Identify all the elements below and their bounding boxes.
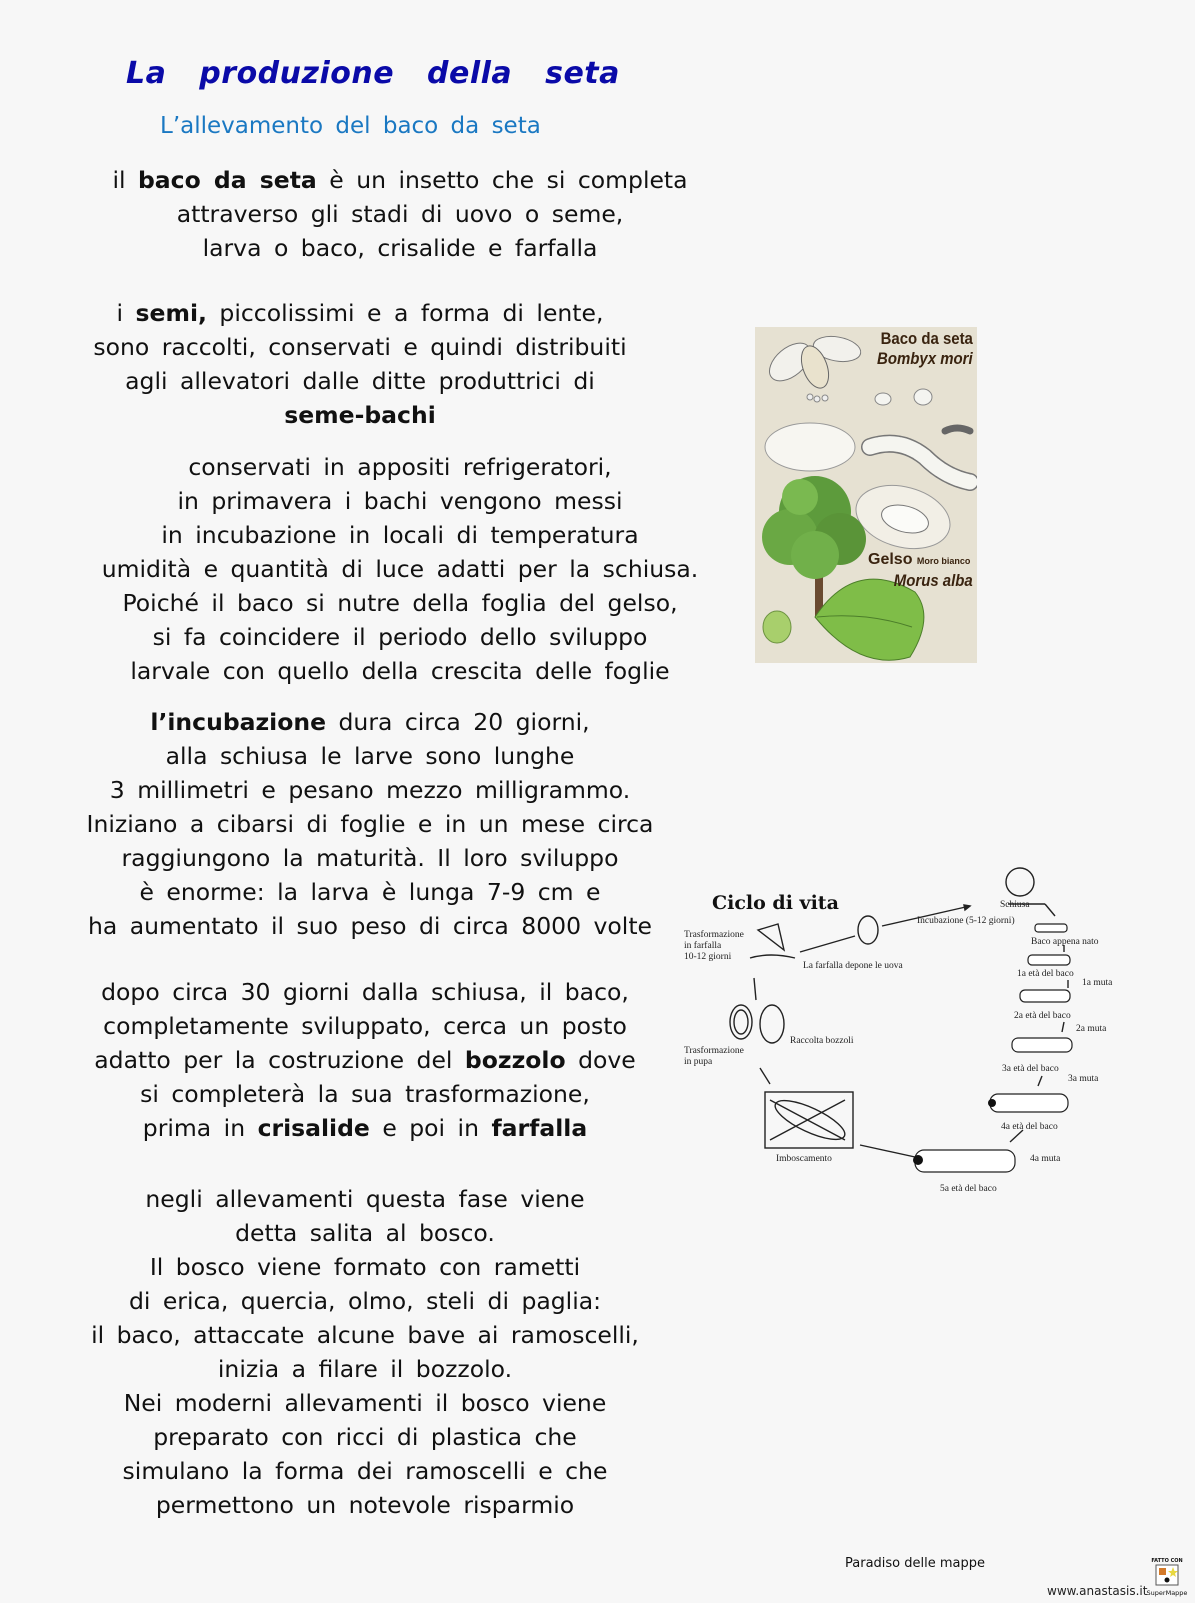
paragraph-cocoon xyxy=(30,975,700,1145)
text-line: agli allevatori dalle ditte produttrici di xyxy=(125,367,595,395)
paragraph-incubation-conditions xyxy=(50,450,750,688)
text: i xyxy=(116,299,136,327)
cycle-label: Imboscamento xyxy=(776,1154,832,1164)
text-line xyxy=(30,1043,700,1077)
text: dove xyxy=(565,1046,636,1074)
bold-term: bozzolo xyxy=(464,1046,566,1074)
cycle-label: 4a età del baco xyxy=(1001,1122,1058,1132)
cycle-label: 2a età del baco xyxy=(1014,1011,1071,1021)
text-line xyxy=(30,1111,700,1145)
cycle-label: 5a età del baco xyxy=(940,1184,997,1194)
silkworm-illustration xyxy=(755,327,977,663)
cycle-label: Incubazione (5-12 giorni) xyxy=(917,916,1015,926)
cycle-label: 3a età del baco xyxy=(1002,1064,1059,1074)
text-line: larva o baco, crisalide e farfalla xyxy=(202,234,598,262)
life-cycle-arrows-icon xyxy=(690,860,1150,1220)
cycle-label: 3a muta xyxy=(1068,1074,1099,1084)
text-line: Nei moderni allevamenti il bosco viene xyxy=(123,1389,607,1417)
text-line: detta salita al bosco. xyxy=(235,1219,495,1247)
text: Trasformazione xyxy=(684,930,744,940)
text: adatto per la costruzione del xyxy=(94,1046,465,1074)
text-line: inizia a filare il bozzolo. xyxy=(217,1355,513,1383)
text-line: preparato con ricci di plastica che xyxy=(153,1423,577,1451)
bold-term: seme-bachi xyxy=(284,401,436,429)
text: il xyxy=(112,166,138,194)
text: è un insetto che si completa xyxy=(316,166,688,194)
text-line: si completerà la sua trasformazione, xyxy=(140,1080,590,1108)
cycle-label: 2a muta xyxy=(1076,1024,1107,1034)
text: dura circa 20 giorni, xyxy=(326,708,590,736)
text-line: negli allevamenti questa fase viene xyxy=(145,1185,585,1213)
cycle-label: 1a età del baco xyxy=(1017,969,1074,979)
text-line: completamente sviluppato, cerca un posto xyxy=(103,1012,627,1040)
text: prima in xyxy=(142,1114,258,1142)
paragraph-incubation xyxy=(30,705,710,943)
cycle-label xyxy=(684,1046,744,1068)
svg-text:FATTO CON: FATTO CON xyxy=(1151,1558,1183,1564)
paragraph-stages xyxy=(50,163,750,265)
paragraph-bosco xyxy=(20,1182,710,1522)
cycle-label: 4a muta xyxy=(1030,1154,1061,1164)
text: 10-12 giorni xyxy=(684,952,732,962)
text: in pupa xyxy=(684,1057,713,1067)
text-line: si fa coincidere il periodo dello sviluppo xyxy=(152,623,648,651)
gelso-label: Gelso xyxy=(868,551,913,568)
text-line: dopo circa 30 giorni dalla schiusa, il baco, xyxy=(101,978,629,1006)
silkworm-drawing-icon xyxy=(755,327,977,663)
paragraph-seeds xyxy=(30,296,690,432)
supermappe-logo-icon xyxy=(1144,1553,1190,1599)
text-line: raggiungono la maturità. Il loro sviluppo xyxy=(121,844,619,872)
cycle-label xyxy=(684,930,744,963)
text: Trasformazione xyxy=(684,1046,744,1056)
text: piccolissimi e a forma di lente, xyxy=(206,299,604,327)
illustration-label: Morus alba xyxy=(894,571,973,590)
text-line: Il bosco viene formato con rametti xyxy=(149,1253,581,1281)
text-line: permettono un notevole risparmio xyxy=(155,1491,575,1519)
text-line: in incubazione in locali di temperatura xyxy=(161,521,639,549)
bold-term: semi, xyxy=(135,299,207,327)
illustration-label: Bombyx mori xyxy=(877,349,973,368)
cycle-label: La farfalla depone le uova xyxy=(803,961,903,971)
text: in farfalla xyxy=(684,941,722,951)
cycle-label: 1a muta xyxy=(1082,978,1113,988)
life-cycle-title: Ciclo di vita xyxy=(712,892,839,914)
text-line xyxy=(50,163,750,197)
text-line: attraverso gli stadi di uovo o seme, xyxy=(176,200,624,228)
bold-term: baco da seta xyxy=(137,166,317,194)
text-line: il baco, attaccate alcune bave ai ramoscelli, xyxy=(91,1321,639,1349)
cycle-label: Baco appena nato xyxy=(1031,937,1099,947)
text-line: in primavera i bachi vengono messi xyxy=(177,487,623,515)
footer-url: www.anastasis.it xyxy=(1047,1584,1148,1598)
moro-bianco-label: Moro bianco xyxy=(916,556,971,566)
text-line xyxy=(30,296,690,330)
text-line: di erica, quercia, olmo, steli di paglia: xyxy=(128,1287,602,1315)
text-line: conservati in appositi refrigeratori, xyxy=(188,453,612,481)
cycle-label: Raccolta bozzoli xyxy=(790,1036,854,1046)
life-cycle-diagram xyxy=(684,860,1150,1220)
illustration-label xyxy=(868,551,970,569)
footer-author: Paradiso delle mappe xyxy=(845,1556,985,1571)
text-line: Poiché il baco si nutre della foglia del gelso, xyxy=(122,589,678,617)
page-title: La produzione della seta xyxy=(126,56,620,91)
bold-term: crisalide xyxy=(257,1114,370,1142)
text-line: Iniziano a cibarsi di foglie e in un mese circa xyxy=(86,810,654,838)
supermappe-badge xyxy=(1144,1553,1190,1599)
text-line: è enorme: la larva è lunga 7-9 cm e xyxy=(139,878,601,906)
bold-term: l’incubazione xyxy=(150,708,327,736)
text-line: ha aumentato il suo peso di circa 8000 volte xyxy=(87,912,653,940)
bold-term: farfalla xyxy=(491,1114,588,1142)
text: e poi in xyxy=(369,1114,492,1142)
illustration-label: Baco da seta xyxy=(880,329,973,348)
text-line: simulano la forma dei ramoscelli e che xyxy=(122,1457,608,1485)
text-line: alla schiusa le larve sono lunghe xyxy=(165,742,575,770)
text-line: larvale con quello della crescita delle foglie xyxy=(130,657,670,685)
cycle-label: Schiusa xyxy=(1000,900,1030,910)
text-line: umidità e quantità di luce adatti per la schiusa. xyxy=(101,555,699,583)
text-line: 3 millimetri e pesano mezzo milligrammo. xyxy=(109,776,631,804)
text-line xyxy=(30,398,690,432)
svg-text:SuperMappe: SuperMappe xyxy=(1146,1589,1188,1597)
text-line: sono raccolti, conservati e quindi distribuiti xyxy=(93,333,627,361)
page-subtitle: L’allevamento del baco da seta xyxy=(160,113,541,139)
text-line xyxy=(30,705,710,739)
